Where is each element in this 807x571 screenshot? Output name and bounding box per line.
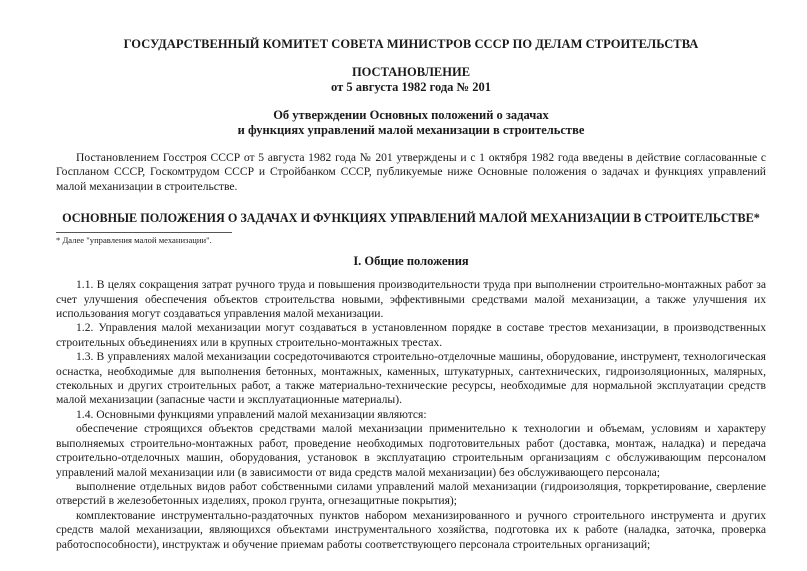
decree-subject <box>56 108 766 138</box>
committee-heading: ГОСУДАРСТВЕННЫЙ КОМИТЕТ СОВЕТА МИНИСТРОВ СССР ПО ДЕЛАМ СТРОИТЕЛЬСТВА <box>123 37 699 51</box>
paragraph-1-1: 1.1. В целях сокращения затрат ручного труда и повышения производительности труда при выполнении строительно-монтажных работ за счет улучшения обеспечения объектов строительства новыми, эффективными средствами малой механизации, а также улучшения их использования могут создаваться управления малой механизации. <box>56 278 766 321</box>
document-page <box>56 36 766 552</box>
footnote: * Далее "управления малой механизации". <box>56 235 212 246</box>
paragraph-1-3: 1.3. В управлениях малой механизации сосредоточиваются строительно-отделочные машины, оборудование, инструмент, технологическая оснастка, необходимые для выполнения бетонных, монтажных, каменных, штукатурных, сантехнических, гидроизоляционных, малярных, стекольных и других строительных работ, а также материально-технические ресурсы, необходимые для нормальной эксплуатации средств малой механизации (запасные части и эксплуатационные материалы). <box>56 350 766 407</box>
paragraph-1-2: 1.2. Управления малой механизации могут создаваться в установленном порядке в составе трестов механизации, в производственных строительных объединениях или в крупных строительно-монтажных трестах. <box>56 321 766 349</box>
decree-date-number: от 5 августа 1982 года № 201 <box>331 80 491 94</box>
chapter-title: I. Общие положения <box>353 254 469 269</box>
paragraph-1-4: 1.4. Основными функциями управлений малой механизации являются: <box>76 407 427 421</box>
section-title: ОСНОВНЫЕ ПОЛОЖЕНИЯ О ЗАДАЧАХ И ФУНКЦИЯХ УПРАВЛЕНИЙ МАЛОЙ МЕХАНИЗАЦИИ В СТРОИТЕЛЬСТВЕ* <box>62 211 760 226</box>
footnote-divider <box>56 232 232 233</box>
subject-line-1: Об утверждении Основных положений о задачах <box>273 108 549 122</box>
function-item-own-works: выполнение отдельных видов работ собственными силами управлений малой механизации (гидроизоляция, торкретирование, сверление отверстий в железобетонных изделиях, прокол грунта, огнезащитные покрытия); <box>56 479 766 508</box>
general-provisions-body <box>56 278 766 552</box>
function-item-tool-points: комплектование инструментально-раздаточных пунктов набором механизированного и ручного строительного инструмента и других средств малой механизации, являющихся объектами инструментального хозяйства, подготовка их к работе (наладка, заточка, проверка работоспособности), инструктаж и обучение приемам работы соответствующего персонала строительных организаций; <box>56 508 766 551</box>
subject-line-2: и функциях управлений малой механизации в строительстве <box>237 123 585 137</box>
intro-paragraph: Постановлением Госстроя СССР от 5 августа 1982 года № 201 утверждены и с 1 октября 1982 года введены в действие согласованные с Госпланом СССР, Госкомтрудом СССР и Стройбанком СССР, публикуемые ниже Основные положения о задачах и функциях управлений малой механизации в строительстве. <box>56 151 766 193</box>
function-item-supply: обеспечение строящихся объектов средствами малой механизации применительно к технологии и объемам, условиям и характеру выполняемых строительно-монтажных работ, проведение необходимых подготовительных работ (доставка, монтаж, наладка) и передача строительно-отделочных машин, оборудования, установок в эксплуатацию строительным организациям с обслуживающим персоналом управлений малой механизации или (в зависимости от вида средств малой механизации) без обслуживающего персонала; <box>56 422 766 479</box>
decree-title-block <box>56 65 766 95</box>
decree-type: ПОСТАНОВЛЕНИЕ <box>351 65 471 79</box>
